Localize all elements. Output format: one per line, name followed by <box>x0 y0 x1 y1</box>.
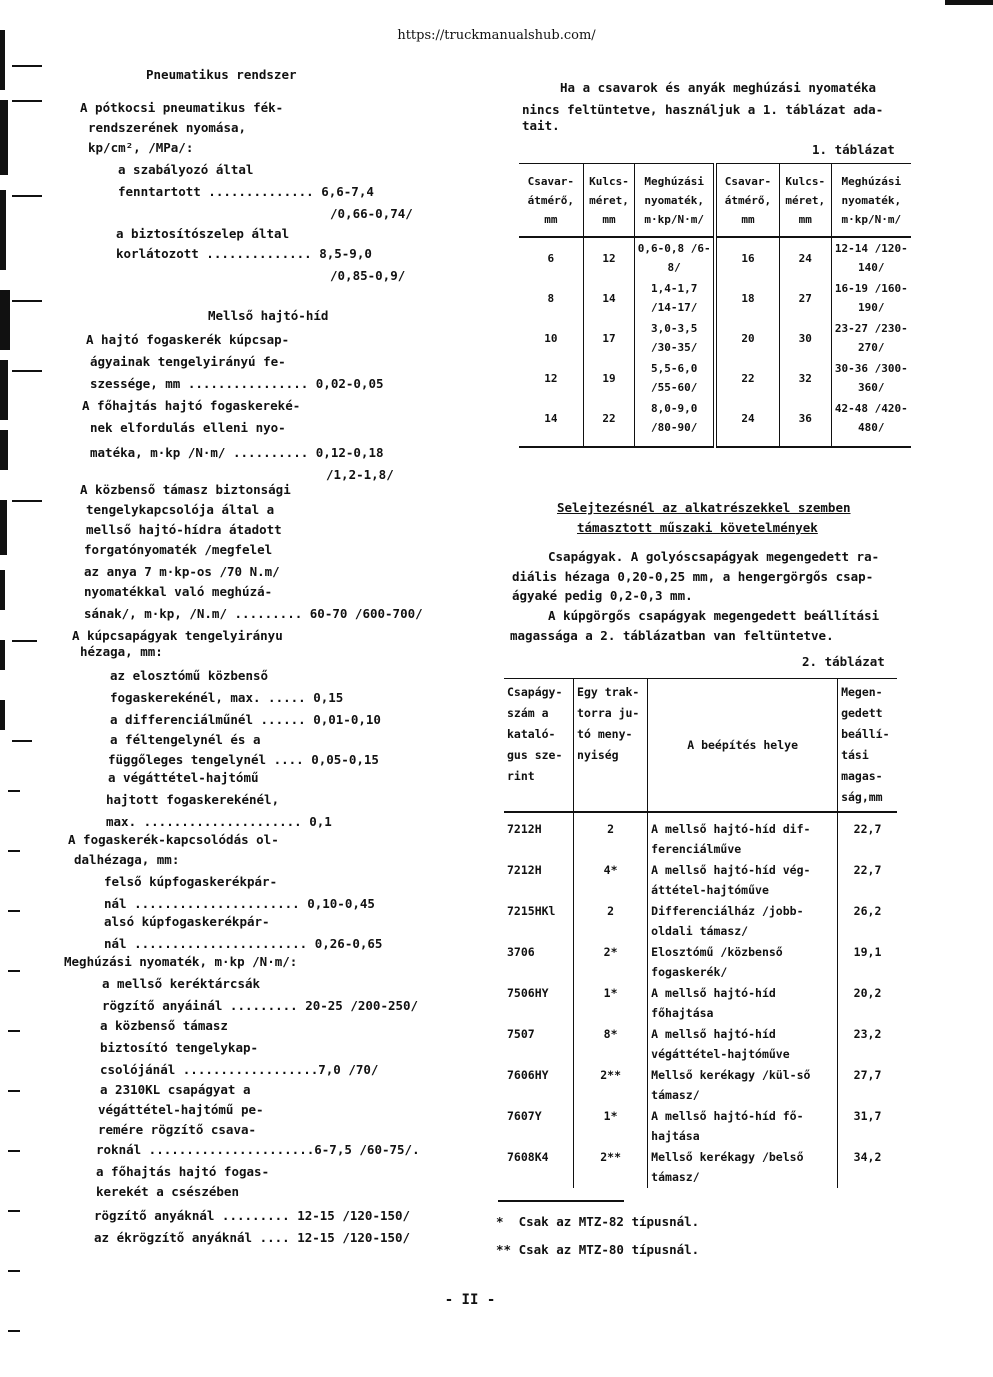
table-row <box>519 237 911 278</box>
text-line: rendszerének nyomása, <box>88 120 247 135</box>
table-cell: Mellső kerékagy /belső támasz/ <box>648 1147 838 1188</box>
text-line: csolójánál ..................7,0 /70/ <box>100 1062 379 1077</box>
table-cell: 4* <box>574 860 648 901</box>
scan-edge-mark <box>0 430 8 470</box>
table-cell: 2 <box>574 901 648 942</box>
text-line: dalhézaga, mm: <box>74 852 180 867</box>
scan-edge-mark <box>8 1030 20 1032</box>
scan-edge-mark <box>8 1090 20 1092</box>
table-cell: 2 <box>574 812 648 860</box>
table-cell: 7607Y <box>507 1109 542 1123</box>
scan-edge-mark <box>0 700 5 730</box>
text-line: nál ...................... 0,10-0,45 <box>104 896 375 911</box>
table-cell: 18 <box>715 278 779 318</box>
table-row <box>504 983 897 1024</box>
table-cell: 0,6-0,8 /6-8/ <box>635 237 715 278</box>
table-header-cell: Csavar-átmérő, mm <box>519 164 583 238</box>
pneumatic-heading: Pneumatikus rendszer <box>146 67 297 82</box>
table-header-cell: Meghúzási nyomaték, m·kp/N·m/ <box>831 164 911 238</box>
table-cell: 42-48 /420-480/ <box>831 398 911 447</box>
text-line: remére rögzítő csava- <box>98 1122 257 1137</box>
page-url[interactable]: https://truckmanualshub.com/ <box>397 28 596 43</box>
table-header-row <box>519 164 911 238</box>
text-line: A pótkocsi pneumatikus fék- <box>80 100 284 115</box>
table-cell: 2** <box>574 1147 648 1188</box>
text-line: nincs feltüntetve, használjuk a 1. táblázat ada- <box>522 102 884 117</box>
text-line: ágyaké pedig 0,2-0,3 mm. <box>512 588 693 603</box>
scan-edge-mark <box>8 1270 20 1272</box>
text-line: rögzítő anyáinál ......... 20-25 /200-250/ <box>102 998 419 1013</box>
table-cell: 36 <box>779 398 831 447</box>
table-cell: 14 <box>544 411 558 425</box>
table-header-cell: Csavar-átmérő, mm <box>715 164 779 238</box>
text-line: /0,66-0,74/ <box>330 206 413 221</box>
table-cell: 22,7 <box>838 812 897 860</box>
page-number: - II - <box>444 1292 496 1308</box>
table-cell: 6 <box>547 251 555 265</box>
table-cell: 1* <box>574 983 648 1024</box>
footnote-mtz82: * Csak az MTZ-82 típusnál. <box>496 1214 700 1229</box>
table-cell: 27 <box>779 278 831 318</box>
table-cell: Mellső kerékagy /kül-ső támasz/ <box>648 1065 838 1106</box>
text-line: a biztosítószelep által <box>116 226 290 241</box>
text-line: az elosztómű közbenső <box>110 668 269 683</box>
table-cell: 20,2 <box>838 983 897 1024</box>
footnote-rule <box>498 1200 624 1202</box>
text-line: A főhajtás hajtó fogaskereké- <box>82 398 301 413</box>
text-line: a féltengelynél és a <box>110 732 261 747</box>
table-row <box>519 398 911 447</box>
table-cell: 32 <box>779 358 831 398</box>
bearing-height-table <box>504 678 897 1188</box>
table2-label: 2. táblázat <box>802 654 885 669</box>
table-header-cell: Meghúzási nyomaték, m·kp/N·m/ <box>635 164 715 238</box>
text-line: A hajtó fogaskerék kúpcsap- <box>86 332 290 347</box>
table-cell: 2** <box>574 1065 648 1106</box>
table-cell: 2* <box>574 942 648 983</box>
text-line: nál ....................... 0,26-0,65 <box>104 936 383 951</box>
table-cell: 3,0-3,5 /30-35/ <box>635 318 715 358</box>
table-row <box>504 901 897 942</box>
text-line: a differenciálműnél ...... 0,01-0,10 <box>110 712 381 727</box>
scan-edge-mark <box>12 500 42 502</box>
table-cell: 7606HY <box>507 1068 549 1082</box>
scan-edge-mark <box>0 290 10 350</box>
text-line: kerekét a csészében <box>96 1184 239 1199</box>
table-cell: 20 <box>715 318 779 358</box>
text-line: rögzítő anyáknál ......... 12-15 /120-150/ <box>94 1208 411 1223</box>
table-cell: 22 <box>715 358 779 398</box>
table-row <box>504 1024 897 1065</box>
table-cell: A mellső hajtó-híd vég-áttétel-hajtóműve <box>648 860 838 901</box>
table-header-cell: Kulcs-méret, mm <box>583 164 635 238</box>
text-line: A fogaskerék-kapcsolódás ol- <box>68 832 279 847</box>
text-line: az ékrögzítő anyáknál .... 12-15 /120-150/ <box>94 1230 411 1245</box>
scan-edge-mark <box>0 360 8 420</box>
table-cell: 24 <box>779 237 831 278</box>
scan-edge-mark <box>8 970 20 972</box>
table-cell: 8* <box>574 1024 648 1065</box>
section-title-line1: Selejtezésnél az alkatrészekkel szemben <box>557 500 851 515</box>
table-cell: 19,1 <box>838 942 897 983</box>
scan-edge-mark <box>8 910 20 912</box>
table-row <box>519 278 911 318</box>
table-cell: 7212H <box>507 863 542 877</box>
table-cell: 23-27 /230-270/ <box>831 318 911 358</box>
table-cell: 14 <box>583 278 635 318</box>
table-cell: 26,2 <box>838 901 897 942</box>
table-cell: A mellső hajtó-híd fő-hajtása <box>648 1106 838 1147</box>
text-line: /1,2-1,8/ <box>326 467 394 482</box>
scan-edge-mark <box>8 790 20 792</box>
table-cell: 30 <box>779 318 831 358</box>
table-cell: 16 <box>715 237 779 278</box>
scan-edge-mark <box>0 190 6 270</box>
table-cell: 22 <box>583 398 635 447</box>
table-cell: 1,4-1,7 /14-17/ <box>635 278 715 318</box>
scan-edge-mark <box>12 370 42 372</box>
table-header-cell: A beépítés helye <box>648 679 838 813</box>
text-line: max. ..................... 0,1 <box>106 814 332 829</box>
table-row <box>504 860 897 901</box>
table-cell: 31,7 <box>838 1106 897 1147</box>
text-line: végáttétel-hajtómű pe- <box>98 1102 264 1117</box>
table-header-cell: Csapágy-szám a kataló-gus sze-rint <box>504 679 574 813</box>
table-cell: 8 <box>547 291 555 305</box>
table-cell: 19 <box>583 358 635 398</box>
table-cell: 10 <box>544 331 558 345</box>
table-row <box>519 318 911 358</box>
text-line: hézaga, mm: <box>80 644 163 659</box>
text-line: a 2310KL csapágyat a <box>100 1082 251 1097</box>
table-row <box>504 942 897 983</box>
text-line: kp/cm², /MPa/: <box>88 140 194 155</box>
scan-edge-mark <box>12 65 42 67</box>
text-line: magassága a 2. táblázatban van feltüntetve. <box>510 628 834 643</box>
text-line: Csapágyak. A golyóscsapágyak megengedett ra- <box>548 549 880 564</box>
table-cell: 5,5-6,0 /55-60/ <box>635 358 715 398</box>
table-cell: A mellső hajtó-híd végáttétel-hajtóműve <box>648 1024 838 1065</box>
scan-edge-mark <box>12 740 32 742</box>
text-line: tengelykapcsolója által a <box>86 502 275 517</box>
text-line: a végáttétel-hajtómű <box>108 770 259 785</box>
table-cell: 3706 <box>507 945 535 959</box>
scan-edge-mark <box>0 640 5 670</box>
text-line: a főhajtás hajtó fogas- <box>96 1164 270 1179</box>
text-line: nek elfordulás elleni nyo- <box>90 420 286 435</box>
table-cell: 34,2 <box>838 1147 897 1188</box>
text-line: biztosító tengelykap- <box>100 1040 259 1055</box>
scan-edge-mark <box>0 100 8 175</box>
table-cell: 12 <box>544 371 558 385</box>
text-line: az anya 7 m·kp-os /70 N.m/ <box>84 564 280 579</box>
scan-edge-mark <box>12 640 37 642</box>
text-line: a szabályozó által <box>118 162 254 177</box>
table-cell: 7212H <box>507 822 542 836</box>
footnote-mtz80: ** Csak az MTZ-80 típusnál. <box>496 1242 700 1257</box>
text-line: a mellső keréktárcsák <box>102 976 261 991</box>
scan-edge-mark <box>8 1150 20 1152</box>
table-cell: 30-36 /300-360/ <box>831 358 911 398</box>
scan-edge-mark <box>8 1330 20 1332</box>
text-line: A kúpgörgős csapágyak megengedett beállítási <box>548 608 880 623</box>
text-line: diális hézaga 0,20-0,25 mm, a hengergörgős csap- <box>512 569 874 584</box>
table-cell: 17 <box>583 318 635 358</box>
table-cell: 22,7 <box>838 860 897 901</box>
table-cell: 1* <box>574 1106 648 1147</box>
table-header-cell: Kulcs-méret, mm <box>779 164 831 238</box>
text-line: ágyainak tengelyirányú fe- <box>90 354 286 369</box>
scan-edge-mark <box>945 0 993 5</box>
table-header-cell: Megen-gedett beállí-tási magas-ság,mm <box>838 679 897 813</box>
text-line: Ha a csavarok és anyák meghúzási nyomatéka <box>560 80 877 95</box>
text-line: alsó kúpfogaskerékpár- <box>104 914 270 929</box>
text-line: a közbenső támasz <box>100 1018 228 1033</box>
table-cell: A mellső hajtó-híd dif-ferenciálműve <box>648 812 838 860</box>
scan-edge-mark <box>8 1210 20 1212</box>
table-header-row <box>504 679 897 813</box>
text-line: fogaskerekénél, max. ..... 0,15 <box>110 690 344 705</box>
text-line: roknál ......................6-7,5 /60-75/. <box>96 1142 420 1157</box>
table-cell: 7215HKl <box>507 904 556 918</box>
scan-edge-mark <box>8 850 20 852</box>
table-row <box>519 358 911 398</box>
scan-edge-mark <box>12 300 42 302</box>
text-line: A kúpcsapágyak tengelyirányu <box>72 628 283 643</box>
text-line: tait. <box>522 118 560 133</box>
text-line: fenntartott .............. 6,6-7,4 <box>118 184 374 199</box>
table-row <box>504 812 897 860</box>
front-axle-heading: Mellső hajtó-híd <box>208 308 329 323</box>
table-cell: 7507 <box>507 1027 535 1041</box>
text-line: forgatónyomaték /megfelel <box>84 542 273 557</box>
text-line: felső kúpfogaskerékpár- <box>104 874 278 889</box>
table-cell: 7506HY <box>507 986 549 1000</box>
scan-edge-mark <box>0 570 5 610</box>
text-line: A közbenső támasz biztonsági <box>80 482 291 497</box>
text-line: Meghúzási nyomaték, m·kp /N·m/: <box>64 954 298 969</box>
table-cell: A mellső hajtó-híd főhajtása <box>648 983 838 1024</box>
scan-edge-mark <box>0 500 7 555</box>
text-line: nyomatékkal való meghúzá- <box>84 584 273 599</box>
table-cell: 8,0-9,0 /80-90/ <box>635 398 715 447</box>
table-cell: 7608K4 <box>507 1150 549 1164</box>
table-cell: 16-19 /160-190/ <box>831 278 911 318</box>
table-cell: 24 <box>715 398 779 447</box>
bolt-torque-table <box>519 163 911 448</box>
table-cell: Differenciálház /jobb-oldali támasz/ <box>648 901 838 942</box>
text-line: korlátozott .............. 8,5-9,0 <box>116 246 372 261</box>
text-line: hajtott fogaskerekénél, <box>106 792 280 807</box>
table-row <box>504 1147 897 1188</box>
table-cell: Elosztómű /közbenső fogaskerék/ <box>648 942 838 983</box>
text-line: függőleges tengelynél .... 0,05-0,15 <box>108 752 379 767</box>
table-header-cell: Egy trak-torra ju-tó meny-nyiség <box>574 679 648 813</box>
text-line: mellső hajtó-hídra átadott <box>86 522 282 537</box>
text-line: sának/, m·kp, /N.m/ ......... 60-70 /600-700/ <box>84 606 423 621</box>
table-cell: 12 <box>583 237 635 278</box>
table1-label: 1. táblázat <box>812 142 895 157</box>
text-line: /0,85-0,9/ <box>330 268 406 283</box>
scan-edge-mark <box>12 100 42 102</box>
table-cell: 27,7 <box>838 1065 897 1106</box>
scan-edge-mark <box>12 195 42 197</box>
table-row <box>504 1065 897 1106</box>
text-line: szessége, mm ................ 0,02-0,05 <box>90 376 384 391</box>
section-title-line2: támasztott műszaki követelmények <box>577 520 818 535</box>
text-line: matéka, m·kp /N·m/ .......... 0,12-0,18 <box>90 445 384 460</box>
table-cell: 23,2 <box>838 1024 897 1065</box>
table-row <box>504 1106 897 1147</box>
table-cell: 12-14 /120-140/ <box>831 237 911 278</box>
